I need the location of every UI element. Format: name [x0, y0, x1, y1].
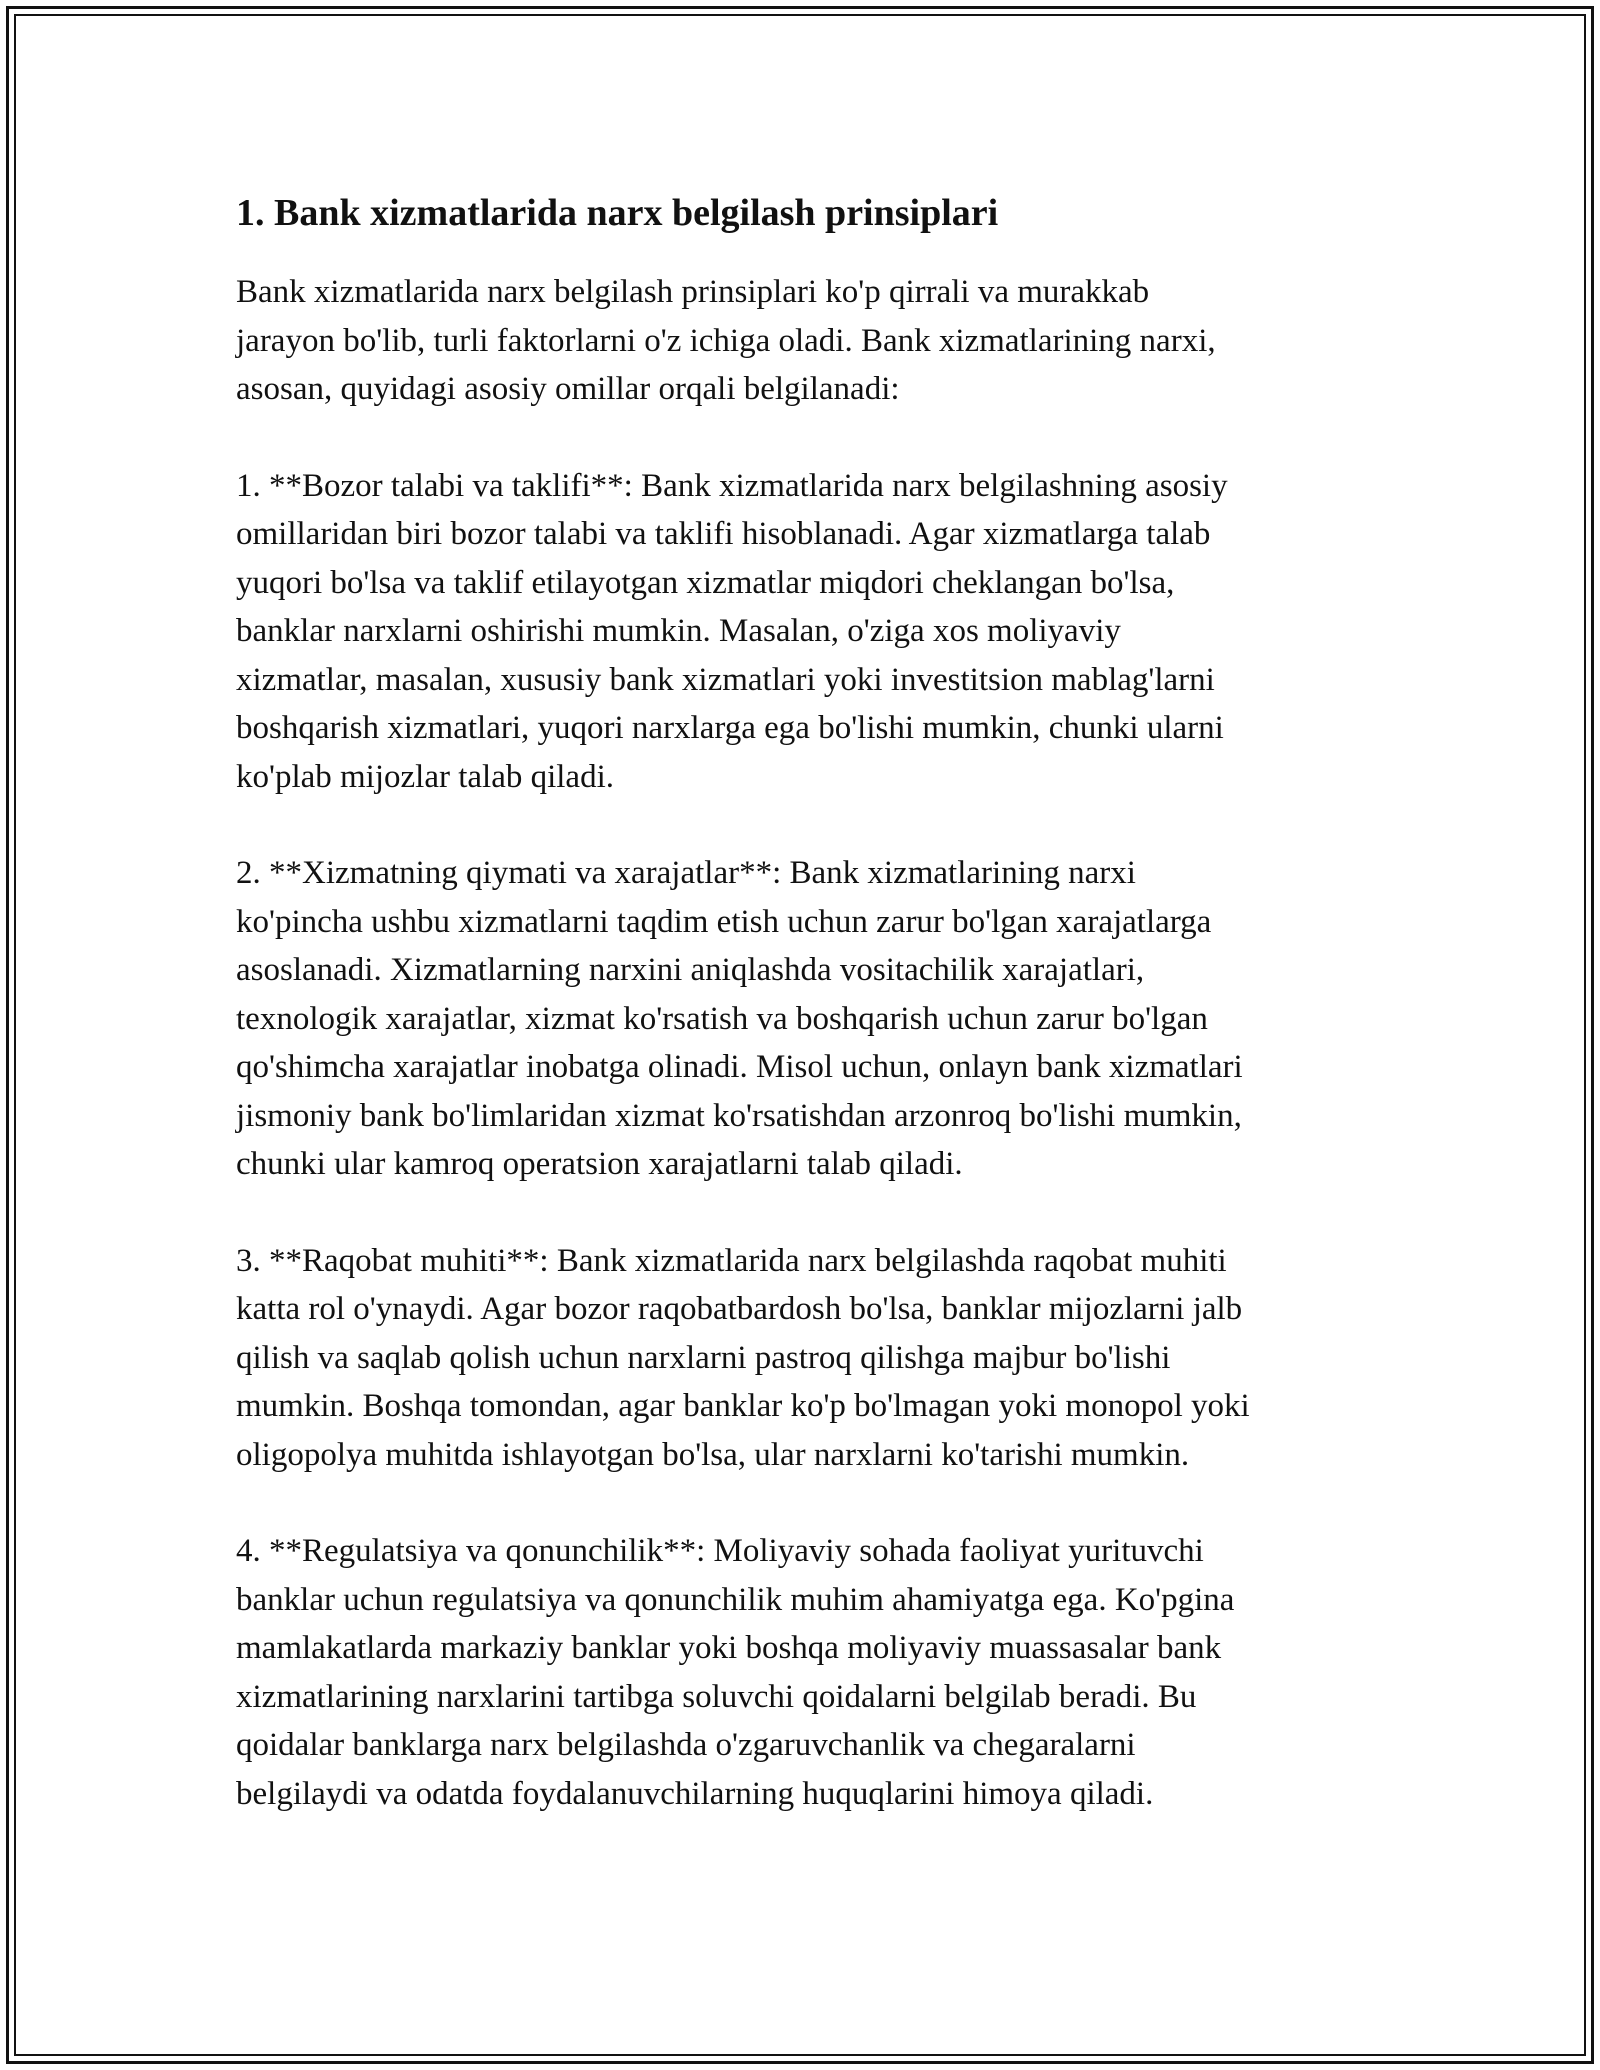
paragraph-line: mamlakatlarda markaziy banklar yoki boshqa moliyaviy muassasalar bank — [236, 1630, 1222, 1666]
paragraph-line: Bank xizmatlarida narx belgilash prinsiplari ko'p qirrali va murakkab — [236, 274, 1150, 310]
paragraph-line: katta rol o'ynaydi. Agar bozor raqobatbardosh bo'lsa, banklar mijozlarni jalb — [236, 1291, 1243, 1327]
paragraph-line: 3. **Raqobat muhiti**: Bank xizmatlarida narx belgilashda raqobat muhiti — [236, 1242, 1227, 1279]
paragraph-line: 2. **Xizmatning qiymati va xarajatlar**: Bank xizmatlarining narxi — [236, 855, 1136, 891]
paragraph-line: chunki ular kamroq operatsion xarajatlarni talab qiladi. — [236, 1146, 963, 1182]
paragraph-line: 1. **Bozor talabi va taklifi**: Bank xizmatlarida narx belgilashning asosiy — [236, 467, 1228, 504]
paragraph-line: banklar uchun regulatsiya va qonunchilik muhim ahamiyatga ega. Ko'pgina — [236, 1581, 1235, 1618]
paragraph-line: asosan, quyidagi asosiy omillar orqali belgilanadi: — [236, 371, 900, 407]
paragraph-line: qilish va saqlab qolish uchun narxlarni pastroq qilishga majbur bo'lishi — [236, 1339, 1171, 1376]
point-1-paragraph — [236, 462, 1376, 802]
paragraph-line: xizmatlar, masalan, xususiy bank xizmatlari yoki investitsion mablag'larni — [236, 661, 1215, 698]
paragraph-line: banklar narxlarni oshirishi mumkin. Masalan, o'ziga xos moliyaviy — [236, 613, 1121, 649]
paragraph-line: boshqarish xizmatlari, yuqori narxlarga ega bo'lishi mumkin, chunki ularni — [236, 710, 1224, 746]
paragraph-line: ko'pincha ushbu xizmatlarni taqdim etish uchun zarur bo'lgan xarajatlarga — [236, 903, 1212, 940]
point-3-paragraph — [236, 1237, 1376, 1480]
paragraph-line: texnologik xarajatlar, xizmat ko'rsatish va boshqarish uchun zarur bo'lgan — [236, 1000, 1208, 1037]
section-heading: 1. Bank xizmatlarida narx belgilash prinsiplari — [236, 192, 999, 234]
paragraph-line: 4. **Regulatsiya va qonunchilik**: Moliyaviy sohada faoliyat yurituvchi — [236, 1533, 1204, 1569]
paragraph-line: omillaridan biri bozor talabi va taklifi hisoblanadi. Agar xizmatlarga talab — [236, 516, 1211, 552]
paragraph-line: ko'plab mijozlar talab qiladi. — [236, 758, 615, 795]
paragraph-line: xizmatlarining narxlarini tartibga soluvchi qoidalarni belgilab beradi. Bu — [236, 1678, 1197, 1715]
paragraph-line: belgilaydi va odatda foydalanuvchilarning huquqlarini himoya qiladi. — [236, 1775, 1154, 1812]
point-4-paragraph — [236, 1527, 1376, 1818]
paragraph-line: qo'shimcha xarajatlar inobatga olinadi. Misol uchun, onlayn bank xizmatlari — [236, 1049, 1243, 1085]
document-body — [236, 186, 1376, 1866]
intro-paragraph — [236, 268, 1376, 414]
point-2-paragraph — [236, 849, 1376, 1189]
paragraph-line: qoidalar banklarga narx belgilashda o'zgaruvchanlik va chegaralarni — [236, 1727, 1136, 1763]
paragraph-line: asoslanadi. Xizmatlarning narxini aniqlashda vositachilik xarajatlari, — [236, 952, 1145, 988]
paragraph-line: oligopolya muhitda ishlayotgan bo'lsa, ular narxlarni ko'tarishi mumkin. — [236, 1436, 1190, 1473]
paragraph-line: yuqori bo'lsa va taklif etilayotgan xizmatlar miqdori cheklangan bo'lsa, — [236, 564, 1175, 601]
paragraph-line: jismoniy bank bo'limlaridan xizmat ko'rsatishdan arzonroq bo'lishi mumkin, — [236, 1097, 1242, 1134]
paragraph-line: jarayon bo'lib, turli faktorlarni o'z ichiga oladi. Bank xizmatlarining narxi, — [236, 322, 1216, 359]
paragraph-line: mumkin. Boshqa tomondan, agar banklar ko'p bo'lmagan yoki monopol yoki — [236, 1388, 1250, 1424]
